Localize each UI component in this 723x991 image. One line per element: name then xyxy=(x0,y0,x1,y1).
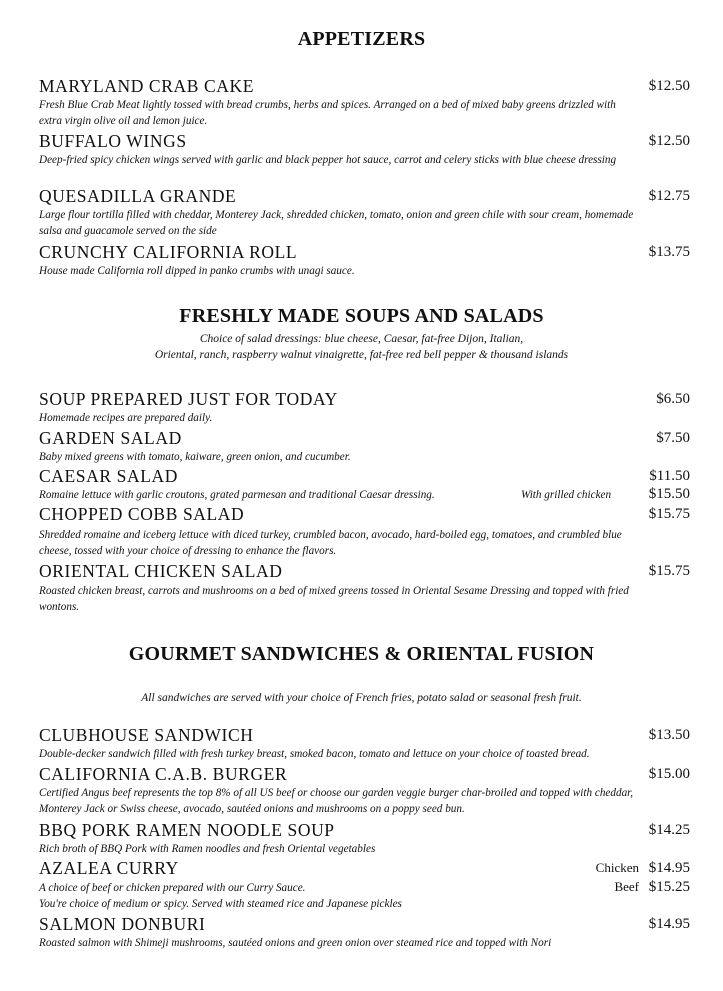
soups-heading: FRESHLY MADE SOUPS AND SALADS xyxy=(179,305,544,327)
menu-item-desc: Rich broth of BBQ Pork with Ramen noodles and fresh Oriental vegetables xyxy=(39,843,376,855)
menu-item-price: $15.75 xyxy=(648,506,690,522)
sandwich-note: All sandwiches are served with your choice of French fries, potato salad or seasonal fresh fruit. xyxy=(141,692,582,704)
menu-item-name: ORIENTAL CHICKEN SALAD xyxy=(39,561,283,581)
sandwiches-heading: GOURMET SANDWICHES & ORIENTAL FUSION xyxy=(128,643,595,665)
menu-item-desc: House made California roll dipped in panko crumbs with unagi sauce. xyxy=(39,265,355,277)
menu-item-desc: Double-decker sandwich filled with fresh turkey breast, smoked bacon, tomato and lettuce on your choice of toasted bread. xyxy=(39,748,590,760)
menu-item-name: CLUBHOUSE SANDWICH xyxy=(39,725,254,745)
menu-item-price: $15.00 xyxy=(648,766,690,782)
menu-item-desc: Roasted salmon with Shimeji mushrooms, sautéed onions and green onion over steamed rice and topped with Nori xyxy=(39,937,552,949)
menu-item-desc: Romaine lettuce with garlic croutons, grated parmesan and traditional Caesar dressing. xyxy=(39,489,435,501)
menu-item-name: BUFFALO WINGS xyxy=(39,131,187,151)
appetizers-heading: APPETIZERS xyxy=(297,28,426,50)
menu-item-price: $12.75 xyxy=(648,188,690,204)
menu-item-name: MARYLAND CRAB CAKE xyxy=(39,76,254,96)
menu-item-desc: Large flour tortilla filled with cheddar, Monterey Jack, shredded chicken, tomato, onion and green chile with sour cream, homemade salsa and guacamole served on the side xyxy=(39,209,634,237)
menu-item-price: $14.95 xyxy=(648,916,690,932)
menu-item-price: $11.50 xyxy=(649,468,690,484)
menu-item-price: $14.25 xyxy=(648,822,690,838)
menu-item-name: GARDEN SALAD xyxy=(39,428,182,448)
menu-item-name: QUESADILLA GRANDE xyxy=(39,186,237,206)
menu-item-price: $13.50 xyxy=(648,727,690,743)
menu-item-desc: Certified Angus beef represents the top 8% of all US beef or choose our garden veggie burger char-broiled and topped with cheddar, Monterey Jack or Swiss cheese, avocado, sautéed onions and mushrooms on a poppy seed bun. xyxy=(39,787,634,815)
menu-item-name: CALIFORNIA C.A.B. BURGER xyxy=(39,764,288,784)
menu-item-name: SOUP PREPARED JUST FOR TODAY xyxy=(39,389,338,409)
dressing-note: Oriental, ranch, raspberry walnut vinaigrette, fat-free red bell pepper & thousand islands xyxy=(154,349,569,361)
option-price: $14.95 xyxy=(648,860,690,876)
menu-item-desc: A choice of beef or chicken prepared with our Curry Sauce. xyxy=(39,882,306,894)
menu-item-name: CAESAR SALAD xyxy=(39,466,178,486)
menu-item-price: $12.50 xyxy=(648,78,690,94)
menu-item-desc: Homemade recipes are prepared daily. xyxy=(39,412,213,424)
menu-item-name: CHOPPED COBB SALAD xyxy=(39,504,245,524)
menu-item-desc: Shredded romaine and iceberg lettuce with diced turkey, crumbled bacon, avocado, hard-boiled egg, tomatoes, and crumbled blue cheese, tossed with your choice of dressing to enhance the flavors. xyxy=(39,529,622,557)
menu-item-price: $12.50 xyxy=(648,133,690,149)
option-price: $15.25 xyxy=(648,879,690,895)
dressing-note: Choice of salad dressings: blue cheese, Caesar, fat-free Dijon, Italian, xyxy=(199,333,524,345)
menu-item-desc: Roasted chicken breast, carrots and mushrooms on a bed of mixed greens tossed in Oriental Sesame Dressing and topped with fried wontons. xyxy=(39,585,629,613)
menu-item-name: SALMON DONBURI xyxy=(39,914,206,934)
menu-item-price: $15.75 xyxy=(648,563,690,579)
menu-item-price: $13.75 xyxy=(648,244,690,260)
option-label: Beef xyxy=(614,879,639,894)
menu-item-desc: Fresh Blue Crab Meat lightly tossed with bread crumbs, herbs and spices. Arranged on a bed of mixed baby greens drizzled with extra virgin olive oil and lemon juice. xyxy=(39,99,616,127)
option-price: $15.50 xyxy=(648,486,690,502)
menu-item-desc: Deep-fried spicy chicken wings served with garlic and black pepper hot sauce, carrot and celery sticks with blue cheese dressing xyxy=(39,154,617,166)
menu-item-name: BBQ PORK RAMEN NOODLE SOUP xyxy=(39,820,335,840)
option-label: With grilled chicken xyxy=(521,489,612,501)
menu-item-name: AZALEA CURRY xyxy=(39,858,179,878)
menu-item-price: $6.50 xyxy=(656,391,690,407)
menu-item-price: $7.50 xyxy=(656,430,690,446)
menu-item-desc: You're choice of medium or spicy. Served with steamed rice and Japanese pickles xyxy=(39,898,402,910)
option-label: Chicken xyxy=(595,860,639,875)
menu-item-name: CRUNCHY CALIFORNIA ROLL xyxy=(39,242,298,262)
menu-item-desc: Baby mixed greens with tomato, kaiware, green onion, and cucumber. xyxy=(39,451,351,463)
